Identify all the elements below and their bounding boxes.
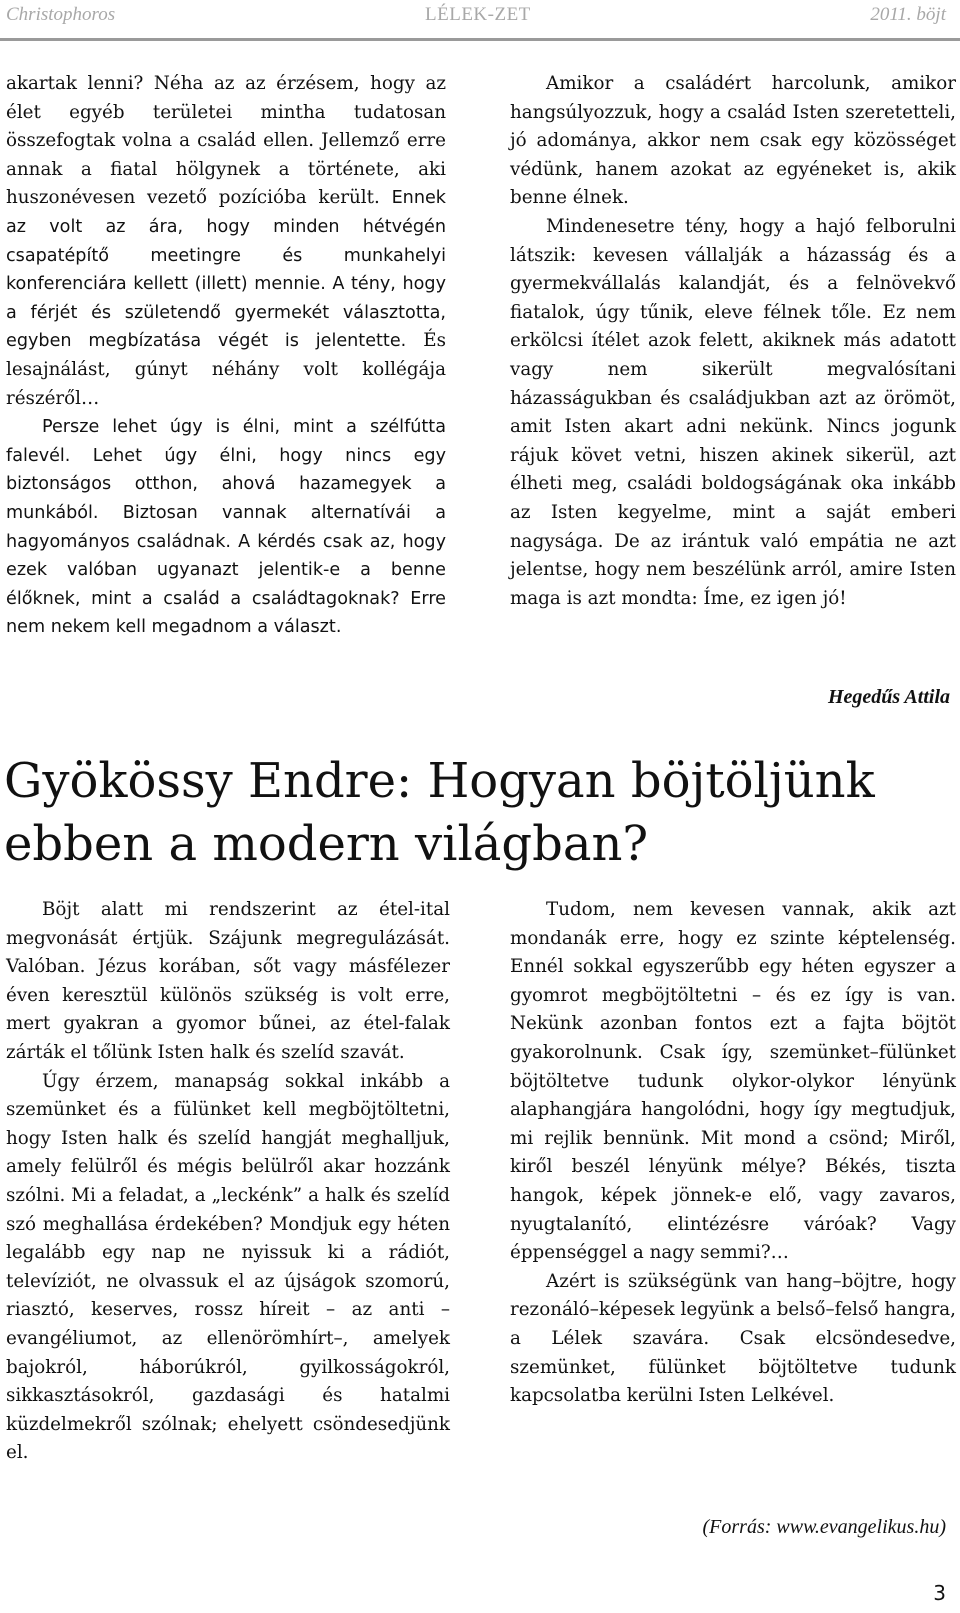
article-title: Gyökössy Endre: Hogyan böjtöljünk ebben a modern világban? <box>4 753 875 872</box>
header-publication-name: Christophoros <box>6 4 116 25</box>
article1-paragraph-1 <box>6 70 446 413</box>
article1-column-left <box>6 70 446 642</box>
article2-paragraph-3: Tudom, nem kevesen vannak, akik azt mondanák erre, hogy ez szinte képtelenség. Ennél sokkal egyszerűbb egy héten egyszer a gyomrot megböjtöltetni – és ez így is van. Nekünk azonban fontos ezt a fajta böjtöt gyakorolnunk. Csak így, szemünket–fülünket böjtöltetve tudunk olykor-olykor lényünk alaphangjára hangolódni, hogy így megtudjuk, mi rejlik bennünk. Mit mond a csönd; Miről, kiről beszél lényünk mélye? Békés, tiszta hangok, képek jönnek-e elő, vagy zavaros, nyugtalanító, elintézésre váróak? Vagy éppenséggel a nagy semmi?… <box>510 899 956 1264</box>
source-citation: (Forrás: www.evangelikus.hu) <box>702 1516 946 1538</box>
article1-paragraph-4: Mindenesetre tény, hogy a hajó felborulni látszik: kevesen vállalják a házasság és a gyermekvállalás kalandját, és a felnövekvő fiatalok, úgy tűnik, eleve félnek tőle. Ez nem erkölcsi ítélet azok felett, akiknek más adatott vagy nem sikerült megvalósítani házasságukban és családjukban azt az örömöt, amit Isten akart adni nekünk. Nincs jogunk rájuk követ vetni, hiszen akinek sikerül, azt élheti meg, családi boldogságának oka inkább az Isten kegyelme, mint a saját emberi nagysága. De az irántuk való empátia ne azt jelentse, hogy nem beszélünk arról, amire Isten maga is azt mondta: Íme, ez igen jó! <box>510 215 956 609</box>
article2-paragraph-4: Azért is szükségünk van hang–böjtre, hogy rezonáló–képesek legyünk a belső–felső hangra, a Lélek szavára. Csak elcsöndesedve, szemünket, fülünket böjtöltetve tudunk kapcsolatba kerülni Isten Lelkével. <box>510 1270 956 1407</box>
header-issue: 2011. böjt <box>870 4 946 25</box>
page-number: 3 <box>933 1581 946 1605</box>
author-signature: Hegedűs Attila <box>827 686 950 708</box>
article2-column-left <box>6 896 450 1468</box>
article1-text-serif: akartak lenni? Néha az az érzésem, hogy az élet egyéb területei mintha tudatosan összefogtak volna a család ellen. Jellemző erre annak a fiatal hölgynek a története, aki huszonévesen vezető pozícióba került. <box>6 73 446 209</box>
article2-column-right <box>510 896 956 1411</box>
article2-paragraph-2: Úgy érzem, manapság sokkal inkább a szemünket és a fülünket kell megböjtöltetni, hogy Isten halk és szelíd hangját meghalljuk, amely felülről és mégis belülről akar hozzánk szólni. Mi a feladat, a „leckénk” a halk és szelíd szó meghallása érdekében? Mondjuk egy héten legalább egy nap ne nyissuk ki a rádiót, televíziót, ne olvassuk el az újságok szomorú, riasztó, keserves, rossz híreit – az anti – evangéliumot, az ellenörömhírt–, amelyek bajokról, háborúkról, gyilkosságokról, sikkasztásokról, gazdasági és hatalmi küzdelmekről szólnak; ehelyett csöndesedjünk el. <box>6 1070 450 1464</box>
article1-paragraph-2: Persze lehet úgy is élni, mint a szélfútta falevél. Lehet úgy élni, hogy nincs egy biztonságos otthon, ahová hazamegyek a munkából. Biztosan vannak alternatívái a hagyományos családnak. A kérdés csak az, hogy ezek valóban ugyanazt jelentik-e a benne élőknek, mint a család a családtagoknak? Erre nem nekem kell megadnom a választ. <box>6 417 446 638</box>
article1-text-tail: És lesajnálást, gúnyt néhány volt kollégája részéről… <box>6 330 446 409</box>
article1-paragraph-3: Amikor a családért harcolunk, amikor hangsúlyozzuk, hogy a család Isten szeretetteli, jó adománya, akkor nem csak egy közösséget védünk, hanem azokat az egyéneket is, akik benne élnek. <box>510 73 956 209</box>
header-section-name: LÉLEK-ZET <box>425 4 531 25</box>
page-header <box>0 0 960 41</box>
article2-paragraph-1: Böjt alatt mi rendszerint az étel-ital megvonását értjük. Szájunk megregulázását. Valóban. Jézus korában, sőt vagy másfélezer éven keresztül különös szükség is volt erre, mert gyakran a gyomor bűnei, az étel-falak zárták el tőlünk Isten halk és szelíd szavát. <box>6 899 450 1063</box>
article1-column-right <box>510 70 956 613</box>
article1-text-sans: Ennek az volt az ára, hogy minden hétvégén csapatépítő meetingre és munkahelyi konferenciára kellett (illett) mennie. A tény, hogy a férjét és születendő gyermekét választotta, egyben megbízatása végét is jelentette. <box>6 188 446 352</box>
